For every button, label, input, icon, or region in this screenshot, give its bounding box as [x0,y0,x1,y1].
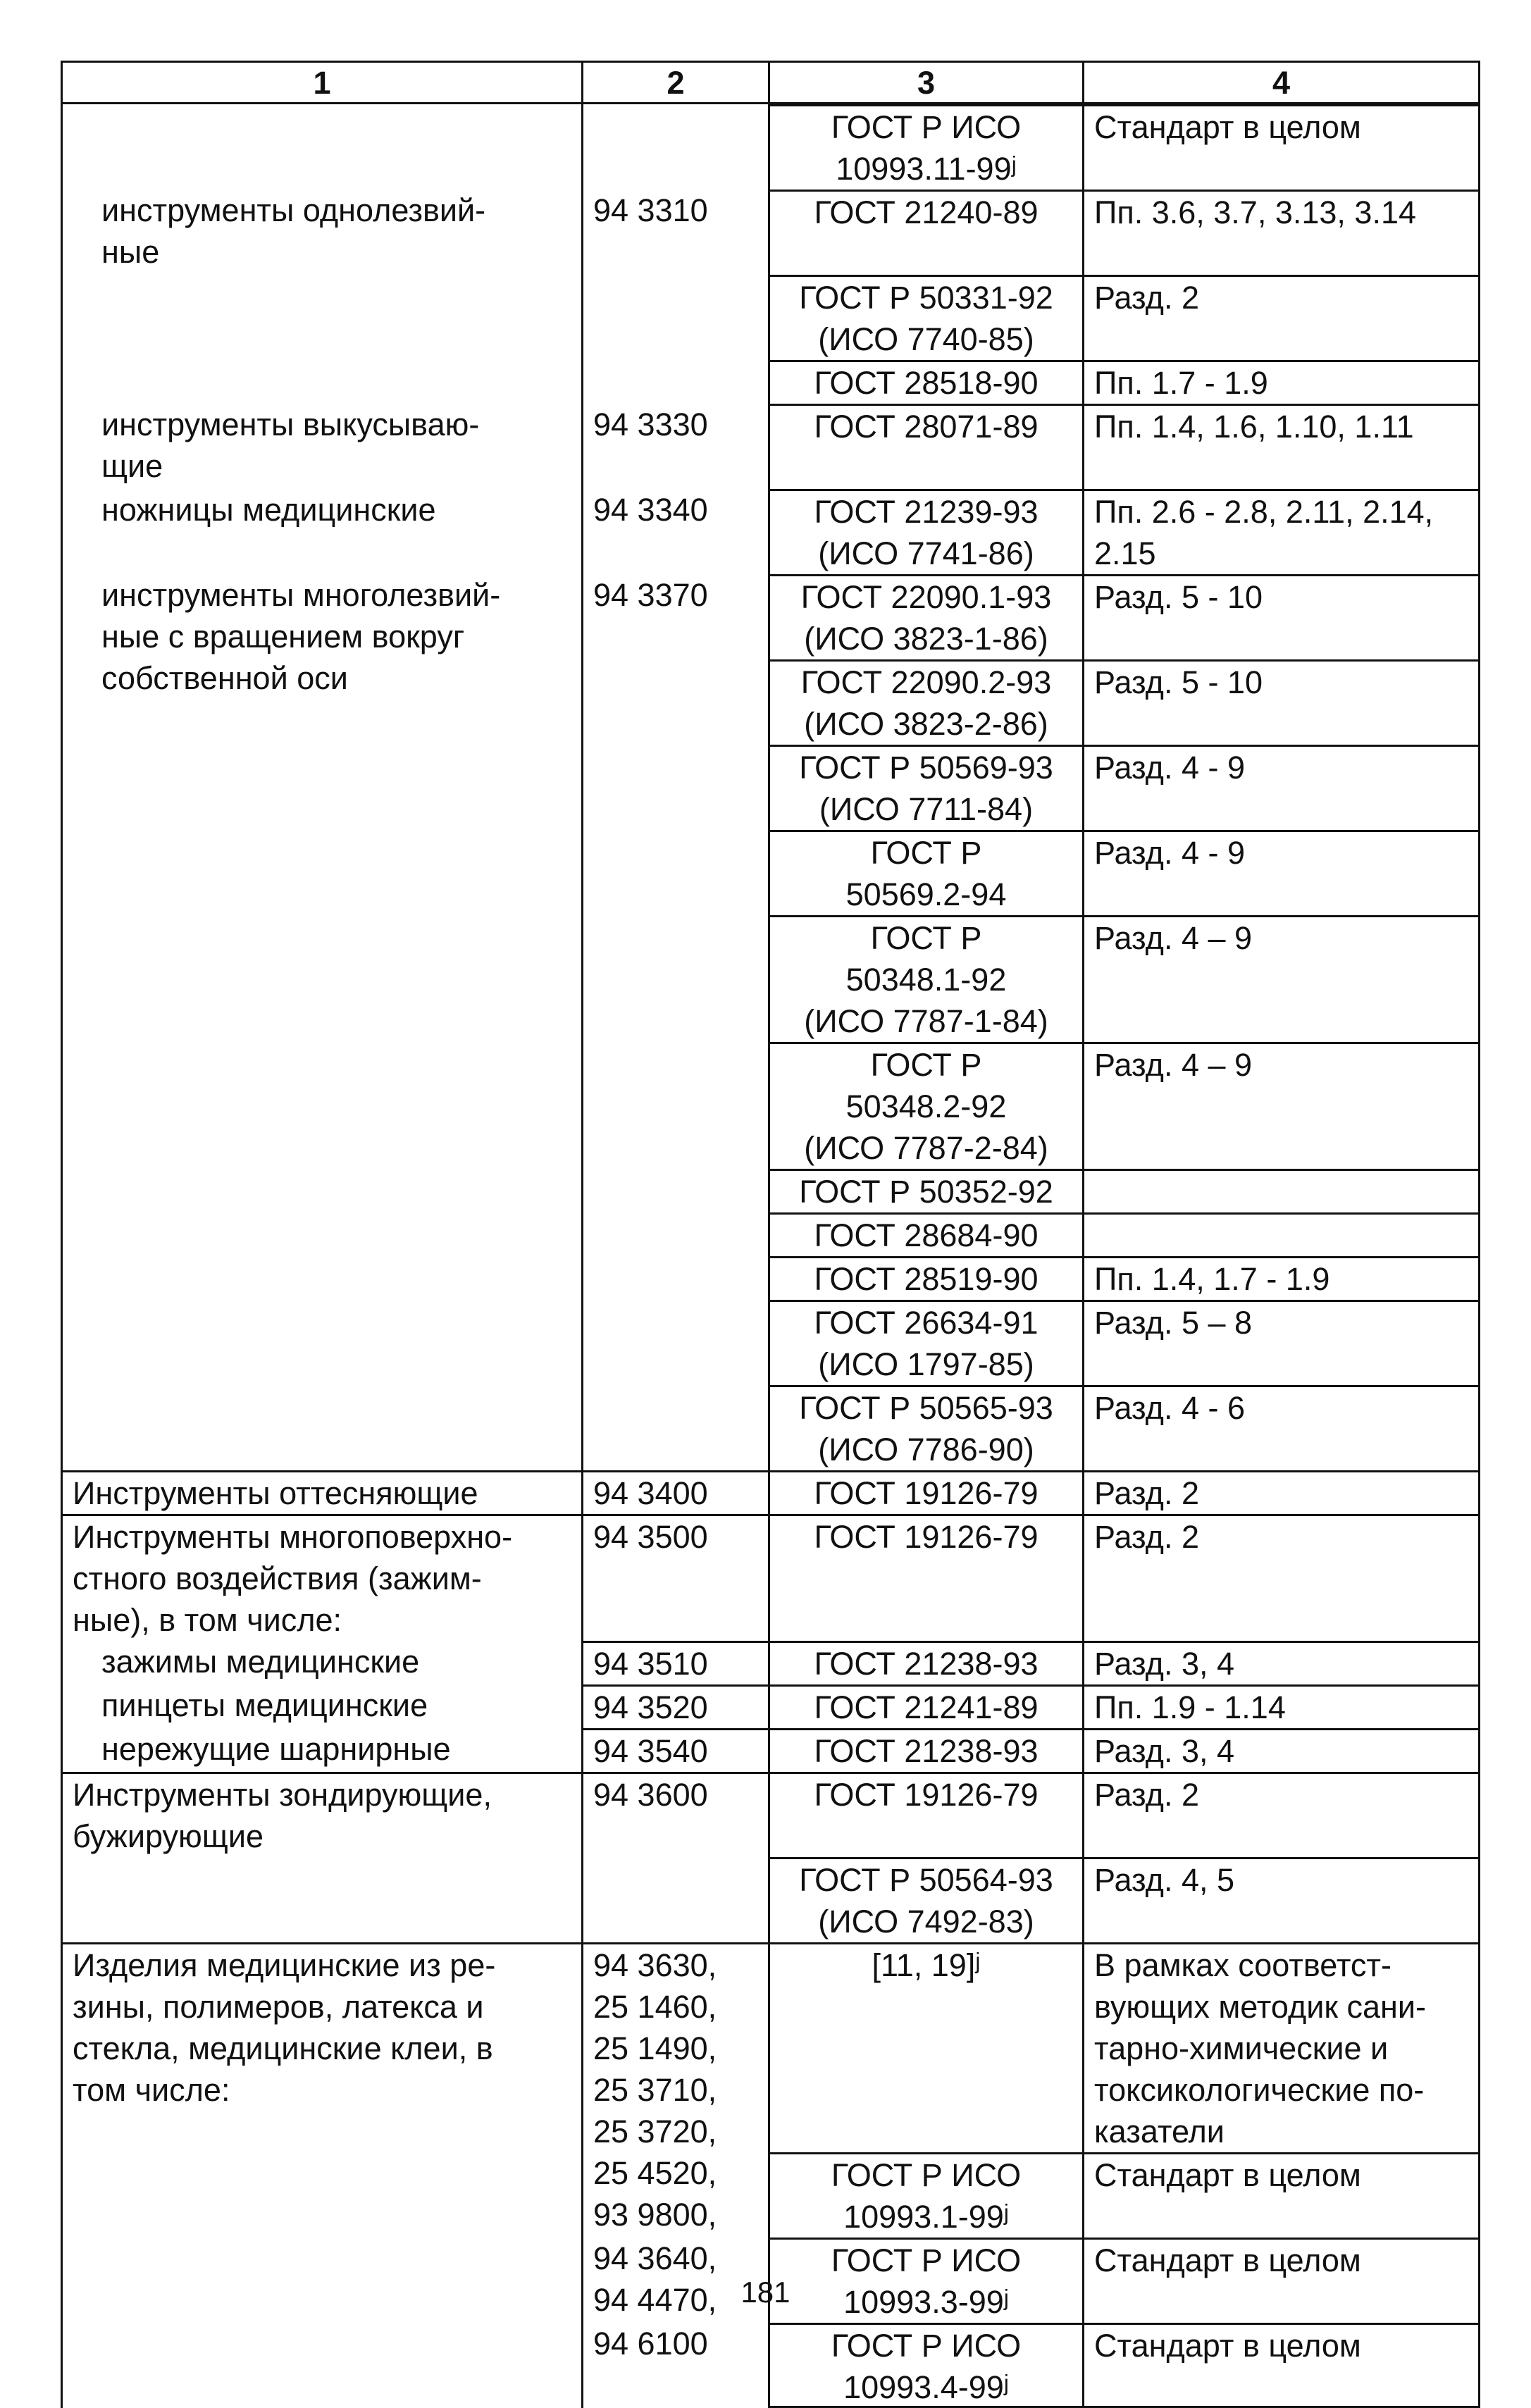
row-reference: Пп. 2.6 - 2.8, 2.11, 2.14, 2.15 [1082,489,1480,574]
row-name: инструменты многолезвий- ные с вращением вокруг собственной оси [61,574,581,659]
row-name [61,2152,581,2238]
row-standard: ГОСТ Р 50569-93 (ИСО 7711-84) [768,745,1082,830]
row-reference: Разд. 5 – 8 [1082,1300,1480,1385]
row-name [61,1385,581,1470]
row-standard: ГОСТ Р ИСО 10993.4-99ʲ [768,2323,1082,2408]
row-name: инструменты однолезвий- ные [61,190,581,275]
row-name: пинцеты медицинские [61,1684,581,1728]
row-standard: ГОСТ 21239-93 (ИСО 7741-86) [768,489,1082,574]
row-code: 94 3510 [581,1641,768,1684]
row-standard: ГОСТ 21240-89 [768,190,1082,275]
row-standard: ГОСТ 28518-90 [768,360,1082,404]
row-code [581,1042,768,1169]
page-number: 181 [740,2276,791,2309]
row-reference: Пп. 1.9 - 1.14 [1082,1684,1480,1728]
row-name: Изделия медицинские из ре- зины, полимеров, латекса и стекла, медицинские клеи, в том числе: [61,1942,581,2152]
row-code: 94 3640, 94 4470, [581,2238,768,2323]
row-name [61,275,581,360]
row-standard: ГОСТ Р ИСО 10993.1-99ʲ [768,2152,1082,2238]
row-code: 94 3330 [581,404,768,489]
header-col-3: 3 [768,61,1082,104]
row-code [581,915,768,1042]
row-code [581,1169,768,1212]
row-reference [1082,1212,1480,1256]
row-reference: Разд. 4 - 6 [1082,1385,1480,1470]
row-name [61,1300,581,1385]
row-name [61,104,581,190]
row-reference: Разд. 4 – 9 [1082,915,1480,1042]
row-standard: ГОСТ Р 50569.2-94 [768,830,1082,915]
row-reference: Стандарт в целом [1082,2152,1480,2238]
row-code [581,659,768,745]
row-standard: ГОСТ Р 50352-92 [768,1169,1082,1212]
row-code [581,830,768,915]
row-code [581,104,768,190]
row-standard: ГОСТ 19126-79 [768,1470,1082,1514]
row-reference: Стандарт в целом [1082,2238,1480,2323]
row-code [581,1256,768,1300]
row-name: зажимы медицинские [61,1641,581,1684]
row-name [61,2323,581,2408]
row-name [61,1857,581,1942]
row-standard: ГОСТ Р 50565-93 (ИСО 7786-90) [768,1385,1082,1470]
row-name: Инструменты многоповерхно- стного воздействия (зажим- ные), в том числе: [61,1514,581,1641]
row-standard: ГОСТ 28071-89 [768,404,1082,489]
row-standard: ГОСТ Р 50331-92 (ИСО 7740-85) [768,275,1082,360]
row-name [61,1169,581,1212]
row-code: 94 3400 [581,1470,768,1514]
row-reference: Пп. 3.6, 3.7, 3.13, 3.14 [1082,190,1480,275]
row-code: 94 3600 [581,1772,768,1857]
header-col-1: 1 [61,61,581,104]
row-code: 94 3520 [581,1684,768,1728]
row-code: 25 4520, 93 9800, [581,2152,768,2238]
row-reference: Разд. 5 - 10 [1082,659,1480,745]
row-reference: Стандарт в целом [1082,2323,1480,2408]
row-name [61,915,581,1042]
row-standard: ГОСТ 21238-93 [768,1728,1082,1772]
standards-table [61,61,1480,2408]
row-standard: ГОСТ Р 50564-93 (ИСО 7492-83) [768,1857,1082,1942]
row-code: 94 3370 [581,574,768,659]
row-reference: Разд. 2 [1082,275,1480,360]
row-reference: Пп. 1.4, 1.7 - 1.9 [1082,1256,1480,1300]
row-name: ножницы медицинские [61,489,581,574]
row-standard: ГОСТ 26634-91 (ИСО 1797-85) [768,1300,1082,1385]
row-reference: Разд. 4 – 9 [1082,1042,1480,1169]
row-name [61,830,581,915]
row-code [581,1212,768,1256]
row-standard: ГОСТ 19126-79 [768,1514,1082,1641]
row-reference: Разд. 2 [1082,1514,1480,1641]
row-code [581,1385,768,1470]
row-reference: Разд. 5 - 10 [1082,574,1480,659]
row-reference: Пп. 1.4, 1.6, 1.10, 1.11 [1082,404,1480,489]
row-name [61,659,581,745]
row-code [581,275,768,360]
row-code [581,360,768,404]
row-name: Инструменты зондирующие, бужирующие [61,1772,581,1857]
row-reference: Разд. 2 [1082,1470,1480,1514]
row-code: 94 3500 [581,1514,768,1641]
row-standard: ГОСТ 22090.1-93 (ИСО 3823-1-86) [768,574,1082,659]
row-name [61,1042,581,1169]
row-reference: Разд. 2 [1082,1772,1480,1857]
row-standard: ГОСТ Р 50348.1-92 (ИСО 7787-1-84) [768,915,1082,1042]
row-standard: ГОСТ Р ИСО 10993.3-99ʲ [768,2238,1082,2323]
row-name: инструменты выкусываю- щие [61,404,581,489]
row-standard: ГОСТ 19126-79 [768,1772,1082,1857]
row-standard: ГОСТ Р ИСО 10993.11-99ʲ [768,104,1082,190]
row-name [61,360,581,404]
row-standard: ГОСТ 22090.2-93 (ИСО 3823-2-86) [768,659,1082,745]
row-code: 94 3340 [581,489,768,574]
row-code: 94 3540 [581,1728,768,1772]
row-reference: В рамках соответст- вующих методик сани- тарно-химические и токсикологические по- казатели [1082,1942,1480,2152]
row-code [581,1857,768,1942]
header-col-2: 2 [581,61,768,104]
row-reference: Пп. 1.7 - 1.9 [1082,360,1480,404]
row-name [61,1256,581,1300]
row-reference: Разд. 4 - 9 [1082,745,1480,830]
row-reference: Разд. 3, 4 [1082,1641,1480,1684]
row-name: Инструменты оттесняющие [61,1470,581,1514]
row-code [581,1300,768,1385]
row-name [61,745,581,830]
row-reference: Разд. 4 - 9 [1082,830,1480,915]
row-standard: ГОСТ 28519-90 [768,1256,1082,1300]
row-code: 94 6100 [581,2323,768,2408]
row-code: 94 3630, 25 1460, 25 1490, 25 3710, 25 3720, [581,1942,768,2152]
row-standard: ГОСТ 21238-93 [768,1641,1082,1684]
row-reference: Стандарт в целом [1082,104,1480,190]
header-col-4: 4 [1082,61,1480,104]
row-reference [1082,1169,1480,1212]
row-name: нережущие шарнирные [61,1728,581,1772]
row-name [61,1212,581,1256]
row-standard: [11, 19]ʲ [768,1942,1082,2152]
row-code [581,745,768,830]
row-standard: ГОСТ Р 50348.2-92 (ИСО 7787-2-84) [768,1042,1082,1169]
row-reference: Разд. 4, 5 [1082,1857,1480,1942]
row-standard: ГОСТ 28684-90 [768,1212,1082,1256]
row-reference: Разд. 3, 4 [1082,1728,1480,1772]
row-standard: ГОСТ 21241-89 [768,1684,1082,1728]
row-code: 94 3310 [581,190,768,275]
